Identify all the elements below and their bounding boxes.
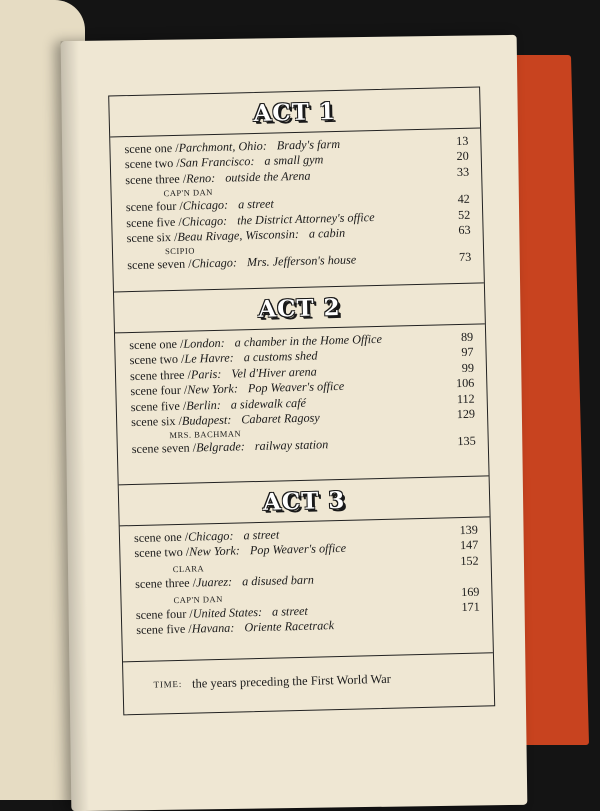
scene-label: scene one / [124,140,179,157]
scene-description: a disused barn [241,572,315,589]
scene-description: a sidewalk café [230,395,307,412]
scene-label: scene two / [129,352,185,368]
scene-label: scene six / [126,229,178,246]
page-number: 42 [457,191,470,207]
scene-label: scene three / [129,367,192,383]
time-label: TIME: [153,678,183,690]
time-text: the years preceding the First World War [191,671,392,691]
scene-description: Brady's farm [276,136,341,153]
scene-label: scene four / [135,606,193,623]
act-3-section [119,476,493,662]
scene-place: Paris: [190,366,222,382]
time-note [123,653,494,708]
scene-place: Chicago: [191,255,238,271]
act-title: ACT 2 [257,293,341,323]
character-name: MRS. BACHMAN [169,428,242,441]
character-name: CAP'N DAN [173,593,223,605]
scene-place: San Francisco: [179,154,255,171]
page-number: 106 [455,375,475,391]
page-number [456,626,480,627]
scene-description: a cabin [308,225,346,241]
scene-label: scene five / [136,622,192,638]
scene-label: scene one / [133,529,189,546]
scene-place: Budapest: [181,412,232,428]
page-number: 169 [460,584,480,599]
scene-description: a street [243,527,280,543]
character-name: CAP'N DAN [163,187,213,199]
scene-place: Chicago: [181,213,228,229]
scene-place: United States: [192,604,263,621]
page-number: 129 [456,406,476,422]
scene-description: Pop Weaver's office [249,541,347,558]
act-title: ACT 3 [262,486,346,516]
page-number: 171 [461,599,480,615]
scene-description: outside the Arena [225,168,311,185]
contents-frame [108,86,495,715]
scene-label: scene three / [125,171,187,187]
scene-description: a chamber in the Home Office [234,331,383,350]
scene-description: a street [237,196,275,212]
page-number: 73 [458,250,472,265]
scene-label: scene five / [126,214,182,230]
scene-description: Vel d'Hiver arena [231,364,317,381]
scene-description: Cabaret Ragosy [241,410,320,427]
book-page [61,35,528,811]
act-title: ACT 1 [253,97,337,127]
scene-label: scene four / [125,198,183,215]
scene-description: Mrs. Jefferson's house [246,252,357,270]
character-name: SCIPIO [164,245,196,257]
scene-place: Juarez: [195,574,233,590]
act-2-section [114,283,489,485]
scene-place: Parchmont, Ohio: [178,138,268,155]
page-number: 63 [458,222,471,238]
page-number: 20 [456,149,469,164]
page-number: 147 [459,538,479,553]
scene-label: scene four / [130,382,188,399]
scene-description: Oriente Racetrack [244,618,335,635]
scene-label: scene one / [129,336,184,353]
scene-description: Pop Weaver's office [247,379,345,396]
scene-label: scene five / [130,398,187,414]
page-number: 13 [456,133,469,149]
page-number: 112 [456,391,475,406]
scene-label: scene six / [130,413,183,430]
scene-label: scene two / [134,545,190,561]
page-number: 89 [460,329,474,344]
act-1-section [109,87,484,292]
scene-place: Chicago: [182,197,229,213]
page-number: 135 [457,434,476,449]
scene-place: Beau Rivage, Wisconsin: [177,226,300,244]
scene-label: scene three / [134,575,197,592]
scene-place: London: [183,335,225,351]
scene-place: Reno: [185,170,216,186]
page-number [455,580,479,581]
scene-description: a customs shed [243,348,318,365]
scene-description: a small gym [264,152,324,169]
page-number: 99 [461,360,475,375]
scene-place: Le Havre: [184,350,234,367]
scene-description: a street [271,603,309,619]
scene-place: Berlin: [186,397,221,413]
scene-place: Havana: [191,621,235,637]
scene-place: New York: [189,543,241,560]
page-number: 152 [460,553,479,568]
scene-list [120,517,493,661]
page-number: 97 [461,345,474,360]
scene-place: Chicago: [187,528,234,544]
scene-list [115,324,489,484]
page-number: 139 [459,522,479,538]
page-number: 33 [456,164,470,179]
scene-place: New York: [187,381,239,397]
scene-label: scene seven / [127,256,192,273]
page-number: 52 [457,207,471,222]
character-name: CLARA [172,563,205,574]
scene-place: Belgrade: [195,439,245,455]
scene-list [110,128,484,291]
scene-label: scene seven / [131,440,197,457]
scene-label: scene two / [124,156,180,172]
scene-description: railway station [254,437,329,454]
scene-description: the District Attorney's office [236,209,375,228]
